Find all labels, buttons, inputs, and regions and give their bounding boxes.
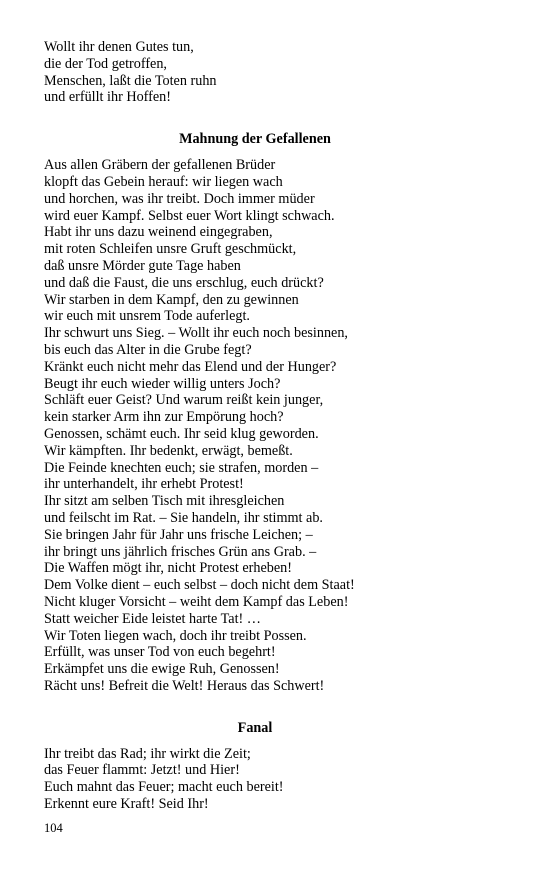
poem-line: Euch mahnt das Feuer; macht euch bereit!: [44, 779, 284, 796]
poem-line: Aus allen Gräbern der gefallenen Brüder: [44, 157, 276, 174]
poem-line: ihr bringt uns jährlich frisches Grün ans Grab. –: [44, 543, 317, 560]
poem-line: Erfüllt, was unser Tod von euch begehrt!: [44, 644, 276, 661]
poem-line: Beugt ihr euch wieder willig unters Joch?: [44, 375, 281, 392]
poem-line: mit roten Schleifen unsre Gruft geschmückt,: [44, 241, 297, 258]
poem-line: Wir starben in dem Kampf, den zu gewinnen: [44, 291, 299, 308]
poem-line: Kränkt euch nicht mehr das Elend und der Hunger?: [44, 358, 337, 375]
poem-line: und feilscht im Rat. – Sie handeln, ihr stimmt ab.: [44, 509, 323, 526]
poem-line: Schläft euer Geist? Und warum reißt kein junger,: [44, 392, 324, 409]
book-page: [44, 39, 514, 813]
poem-line: Wir kämpften. Ihr bedenkt, erwägt, bemeßt.: [44, 442, 293, 459]
poem-line: ihr unterhandelt, ihr erhebt Protest!: [44, 476, 244, 493]
poem-line: Wir Toten liegen wach, doch ihr treibt Possen.: [44, 627, 307, 644]
poem-line: Nicht kluger Vorsicht – weiht dem Kampf das Leben!: [44, 593, 349, 610]
poem-line: kein starker Arm ihn zur Empörung hoch?: [44, 409, 284, 426]
poem-line: das Feuer flammt: Jetzt! und Hier!: [44, 762, 240, 779]
poem-line: Die Feinde knechten euch; sie strafen, morden –: [44, 459, 319, 476]
poem-line: daß unsre Mörder gute Tage haben: [44, 257, 241, 274]
poem-line: die der Tod getroffen,: [44, 55, 167, 72]
poem-line: und horchen, was ihr treibt. Doch immer müder: [44, 190, 315, 207]
poem-line: Genossen, schämt euch. Ihr seid klug geworden.: [44, 425, 319, 442]
poem-title-mahnung: Mahnung der Gefallenen: [179, 131, 331, 148]
poem-line: Ihr treibt das Rad; ihr wirkt die Zeit;: [44, 745, 251, 762]
poem-line: Ihr sitzt am selben Tisch mit ihresgleichen: [44, 493, 285, 510]
poem-line: Wollt ihr denen Gutes tun,: [44, 39, 194, 55]
poem-line: wird euer Kampf. Selbst euer Wort klingt schwach.: [44, 207, 335, 224]
poem-line: Menschen, laßt die Toten ruhn: [44, 72, 217, 89]
poem-line: Erkennt eure Kraft! Seid Ihr!: [44, 796, 209, 813]
poem-line: Statt weicher Eide leistet harte Tat! …: [44, 610, 261, 627]
poem-line: und daß die Faust, die uns erschlug, euch drückt?: [44, 274, 324, 291]
poem-line: Die Waffen mögt ihr, nicht Protest erheben!: [44, 560, 292, 577]
poem-line: Erkämpfet uns die ewige Ruh, Genossen!: [44, 661, 280, 678]
poem-line: Ihr schwurt uns Sieg. – Wollt ihr euch noch besinnen,: [44, 325, 348, 342]
poem-line: Sie bringen Jahr für Jahr uns frische Leichen; –: [44, 526, 313, 543]
opening-stanza: [44, 39, 514, 106]
page-number: 104: [44, 821, 63, 835]
poem-title-fanal: Fanal: [237, 719, 273, 736]
poem-line: wir euch mit unsrem Tode auferlegt.: [44, 308, 250, 325]
poem-body-fanal: [44, 746, 514, 813]
poem-body-mahnung: [44, 157, 514, 695]
poem-line: bis euch das Alter in die Grube fegt?: [44, 341, 252, 358]
poem-line: und erfüllt ihr Hoffen!: [44, 89, 171, 106]
poem-line: Dem Volke dient – euch selbst – doch nicht dem Staat!: [44, 577, 355, 594]
poem-line: Rächt uns! Befreit die Welt! Heraus das Schwert!: [44, 677, 325, 694]
poem-line: klopft das Gebein herauf: wir liegen wach: [44, 173, 283, 190]
poem-line: Habt ihr uns dazu weinend eingegraben,: [44, 224, 273, 241]
